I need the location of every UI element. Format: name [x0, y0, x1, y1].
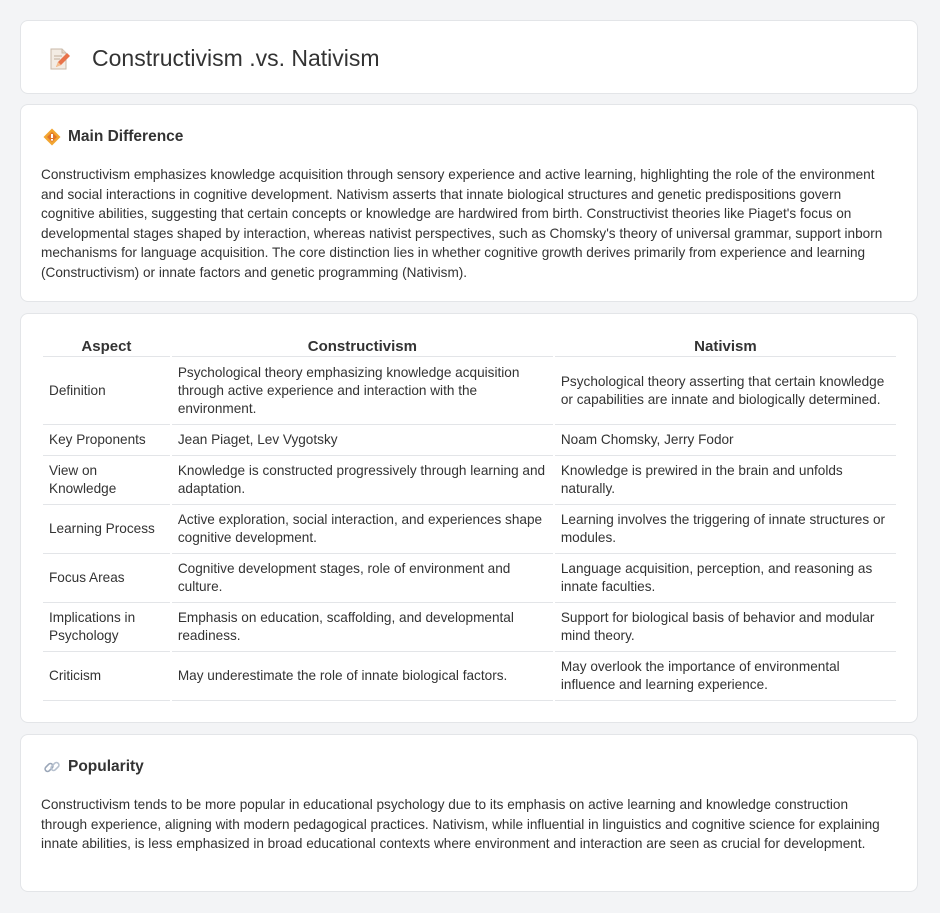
constructivism-cell: Jean Piaget, Lev Vygotsky [172, 425, 553, 456]
popularity-text: Constructivism tends to be more popular in educational psychology due to its emphasis on active learning and knowledge construction through experience, aligning with modern pedagogical practices. Nativism, while influential in linguistics and cognitive science for explaining innate abilities, is less emphasized in broad educational contexts where environment and interaction are seen as crucial for development. [41, 797, 880, 851]
header-constructivism: Constructivism [172, 336, 553, 357]
section-title: Popularity [68, 758, 144, 775]
aspect-cell: Definition [43, 357, 170, 425]
table-row [43, 652, 896, 701]
nativism-cell: Psychological theory asserting that certain knowledge or capabilities are innate and biologically determined. [555, 357, 896, 425]
table-row [43, 554, 896, 603]
nativism-cell: May overlook the importance of environmental influence and learning experience. [555, 652, 896, 701]
nativism-cell: Noam Chomsky, Jerry Fodor [555, 425, 896, 456]
constructivism-cell: Active exploration, social interaction, and experiences shape cognitive development. [172, 505, 553, 554]
page-title: Constructivism .vs. Nativism [92, 45, 380, 71]
table-row [43, 505, 896, 554]
table-row [43, 603, 896, 652]
constructivism-cell: Psychological theory emphasizing knowledge acquisition through active experience and interaction with the environment. [172, 357, 553, 425]
header-nativism: Nativism [555, 336, 896, 357]
popularity-card [20, 734, 918, 892]
main-difference-text: Constructivism emphasizes knowledge acquisition through sensory experience and active learning, highlighting the role of the environment and social interactions in cognitive development. Nativism asserts that innate biological structures and genetic predispositions govern cognitive abilities, suggesting that certain concepts or knowledge are hardwired from birth. Constructivist theories like Piaget's focus on developmental stages shaped by interaction, whereas nativist perspectives, such as Chomsky's theory of universal grammar, support inborn mechanisms for language acquisition. The core distinction lies in whether cognitive growth derives primarily from experience and learning (Constructivism) or innate factors and genetic programming (Nativism). [41, 167, 883, 280]
aspect-cell: Implications in Psychology [43, 603, 170, 652]
aspect-cell: Learning Process [43, 505, 170, 554]
comparison-card [20, 313, 918, 723]
constructivism-cell: Emphasis on education, scaffolding, and developmental readiness. [172, 603, 553, 652]
header-aspect: Aspect [43, 336, 170, 357]
section-heading [43, 757, 144, 777]
table-row [43, 456, 896, 505]
comparison-table [41, 336, 898, 701]
constructivism-cell: Cognitive development stages, role of environment and culture. [172, 554, 553, 603]
table-row [43, 357, 896, 425]
header-card [20, 20, 918, 94]
aspect-cell: Key Proponents [43, 425, 170, 456]
main-difference-card [20, 104, 918, 302]
nativism-cell: Knowledge is prewired in the brain and unfolds naturally. [555, 456, 896, 505]
nativism-cell: Language acquisition, perception, and reasoning as innate faculties. [555, 554, 896, 603]
table-row [43, 425, 896, 456]
link-icon [43, 758, 61, 776]
aspect-cell: Focus Areas [43, 554, 170, 603]
section-title: Main Difference [68, 128, 184, 145]
diamond-sign-icon [43, 128, 61, 146]
table-header-row [43, 336, 896, 357]
nativism-cell: Learning involves the triggering of innate structures or modules. [555, 505, 896, 554]
aspect-cell: Criticism [43, 652, 170, 701]
nativism-cell: Support for biological basis of behavior and modular mind theory. [555, 603, 896, 652]
constructivism-cell: Knowledge is constructed progressively through learning and adaptation. [172, 456, 553, 505]
document-pencil-icon [47, 47, 71, 71]
aspect-cell: View on Knowledge [43, 456, 170, 505]
section-heading [43, 127, 183, 147]
constructivism-cell: May underestimate the role of innate biological factors. [172, 652, 553, 701]
